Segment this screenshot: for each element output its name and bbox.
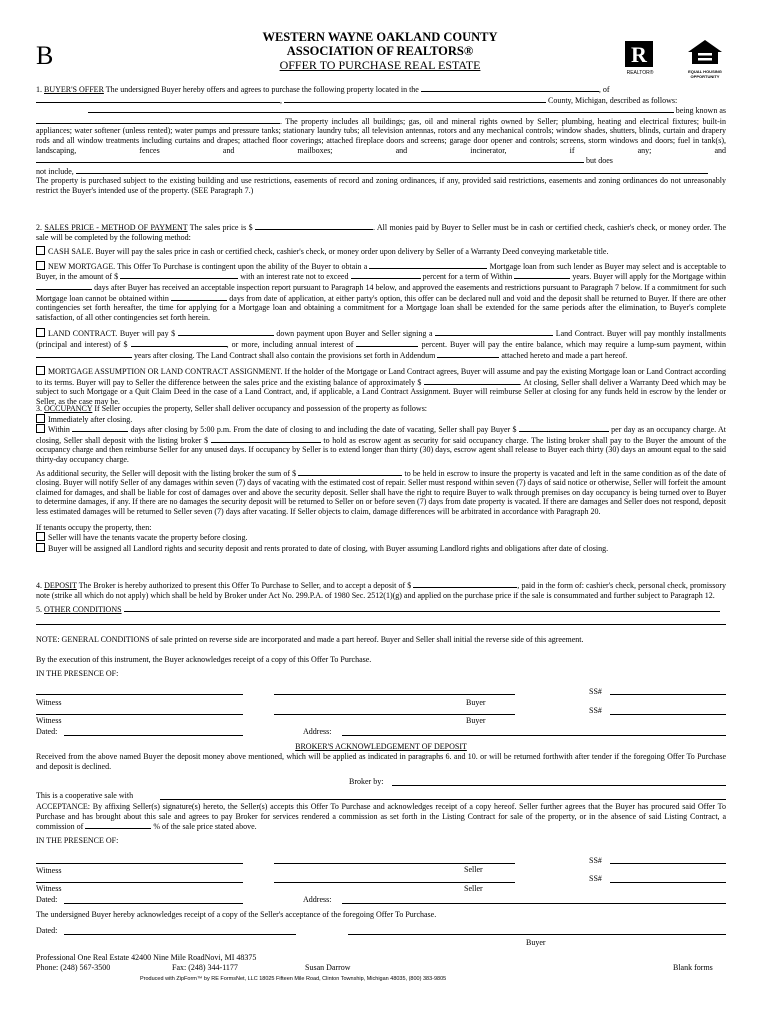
occupancy-text: Within [48, 425, 70, 435]
balance-years-field[interactable] [36, 350, 132, 358]
header-line2: ASSOCIATION OF REALTORS® [286, 44, 474, 58]
commission-field[interactable] [85, 821, 151, 829]
offer-text: but does [586, 156, 613, 166]
ss-label: SS# [589, 874, 602, 883]
section-title: SALES PRICE - METHOD OF PAYMENT [44, 223, 188, 232]
header-title: OFFER TO PURCHASE REAL ESTATE [279, 58, 481, 72]
county-field[interactable] [284, 95, 546, 103]
description-field[interactable] [88, 105, 674, 113]
buyer-address-line[interactable] [342, 735, 726, 736]
term-field[interactable] [514, 271, 570, 279]
down-payment-field[interactable] [178, 328, 274, 336]
interest-rate-field[interactable] [351, 271, 421, 279]
mortgage-text: NEW MORTGAGE. This Offer To Purchase is contingent upon the ability of the Buyer to obtain a [48, 261, 368, 271]
assumption-checkbox[interactable] [36, 366, 45, 375]
within-days-checkbox[interactable] [36, 424, 45, 433]
broker-ack-text: Received from the above named Buyer the deposit money above mentioned, which will be applied as indicated in paragraphs 6. and 10. or will be returned forthwith after tender if the foregoing Offer To Purchase and deposit is declined. [36, 752, 726, 771]
excludes-field[interactable] [76, 166, 708, 174]
land-contract-text: attached hereto and made a part hereof. [501, 350, 628, 360]
daily-charge-field[interactable] [519, 424, 609, 432]
mortgage-text: with an interest rate not to exceed [240, 272, 349, 282]
occupancy-days-field[interactable] [72, 424, 128, 432]
section-title: BUYER'S OFFER [44, 85, 104, 94]
deposit-text: , paid in the form of: cashier's check, personal check, promissory note (strike all which do not apply) which shall be held by Broker under Act No. 299.P.A. of 1980 Sec. 2512(1)(g) and applied on the purchase price if the sale is consummated and further subject to Paragraph 12. [36, 581, 727, 600]
assumption-text: MORTGAGE ASSUMPTION OR LAND CONTRACT ASSIGNMENT. If the holder of the Mortgage or Land Contract agrees, Buyer will assume and pay the existing Mortgage loan or Land Contract according to its terms. Buyer will pay to Seller the difference between the sales price and the existing balance of approximately $ [36, 367, 726, 387]
form-header [230, 30, 530, 72]
acceptance-body: ACCEPTANCE: By affixing Seller(s) signature(s) hereto, the Seller(s) accepts this Offer To Purchase and acknowledges receipt of a copy hereof. Seller further agrees that the Buyer has procured said Offer To Purchase and has brought about this sale and agrees to pay Broker for services rendered a commission as set forth in the Listing Contract for sale of the property, or in the absence of said Listing Contract, a commission of [36, 802, 726, 832]
broker-ack-title-text: BROKER'S ACKNOWLEDGEMENT OF DEPOSIT [295, 742, 467, 751]
buyer-ack-seller-text: The undersigned Buyer hereby acknowledges receipt of a copy of the Seller's acceptance of the foregoing Offer To Purchase. [36, 910, 437, 919]
cash-sale-checkbox[interactable] [36, 246, 45, 255]
security-text: As additional security, the Seller will deposit with the listing broker the sum of $ [36, 468, 297, 478]
witness-line-2[interactable] [36, 714, 243, 715]
section-deposit [36, 580, 726, 625]
buyer-label: Buyer [466, 698, 486, 707]
offer-text: . The property includes all buildings; gas, oil and mineral rights owned by Seller; plumbing, heating and electrical fixtures; built-in appliances; water softener (unless rented); water pumps and pressure tanks; stationary laundry tubs; all television antennas, rotors and any mechanical controls; window shades, shutters, blinds, curtain and drapery rods and all window treatments including curtains and drapes; attached floor coverings; attached fireplace doors and screens; garage door opener and controls; screens, storm windows and doors; fuel in tank(s), landscaping, fences and mailboxes; and incinerator, if any; and [36, 116, 726, 155]
section-title: OCCUPANCY [44, 404, 93, 413]
equal-housing-logo-icon [682, 38, 728, 78]
occupancy-text: to hold as escrow agent as security for said occupancy charge. The listing broker shall pay to the Buyer the amount of the occupancy charge and then reimburse Seller for any unused days. If occupancy by Seller is to extend longer than thirty (30) days, escrow agent shall release to Buyer each thirty (30) days an amount equal to the said thirty-day occupancy charge. [36, 435, 727, 464]
section-buyers-offer [36, 84, 726, 196]
offer-text: , of [598, 85, 610, 94]
footer-phone: Phone: (248) 567-3500 [36, 963, 111, 972]
tenants-text: Seller will have the tenants vacate the property before closing. [48, 533, 248, 543]
mortgage-text: days from date of application, at either party's option, this offer can be declared null and void and the deposit shall be returned to Buyer. If there are other contingencies set forth hereafter, the time for applying for a Mortgage loan and obtaining a commitment for a Mortgage loan shall be extended for the same periods after the elimination, to Buyer's complete satisfaction, of all other contingencies set forth herein. [36, 293, 726, 322]
form-letter: B [36, 41, 54, 70]
commitment-days-field[interactable] [171, 293, 227, 301]
section-title: OTHER CONDITIONS [44, 605, 122, 615]
other-conditions-field[interactable] [124, 604, 720, 612]
land-contract-text: LAND CONTRACT. Buyer will pay $ [48, 329, 176, 339]
occupancy-text: per day as an occupancy charge. At closing, Seller shall deposit with the listing broker $ [36, 425, 727, 445]
land-contract-text: down payment upon Buyer and Seller signing a [276, 329, 433, 339]
witness-label: Witness [36, 716, 62, 725]
contract-type-field[interactable] [435, 328, 553, 336]
seller-ss-line-2[interactable] [610, 882, 726, 883]
apply-days-field[interactable] [36, 282, 92, 290]
acceptance-body: % of the sale price stated above. [153, 822, 257, 832]
svg-text:R: R [631, 42, 647, 67]
footer-agent: Susan Darrow [305, 963, 351, 972]
section-number: 4. [36, 581, 42, 590]
land-contract-text: percent. Buyer will pay the entire balance, which may require a lump-sum payment, within [421, 339, 727, 349]
section-number: 3. [36, 404, 42, 413]
buyer-label: Buyer [526, 938, 546, 947]
witness-line-1[interactable] [36, 694, 243, 695]
section-number: 2. [36, 223, 42, 232]
landlord-rights-checkbox[interactable] [36, 543, 45, 552]
dated-label: Dated: [36, 926, 58, 935]
land-contract-checkbox[interactable] [36, 328, 45, 337]
final-buyer-signature-line[interactable] [348, 934, 726, 935]
acceptance-text [36, 802, 726, 832]
seller-label: Seller [464, 884, 483, 893]
deposit-amount-field[interactable] [413, 580, 517, 588]
eho-caption: EQUAL HOUSING OPPORTUNITY [688, 68, 722, 79]
immediate-checkbox[interactable] [36, 414, 45, 423]
seller-label: Seller [464, 865, 483, 874]
seller-dated-line[interactable] [64, 903, 243, 904]
buyer-signature-line-1[interactable] [274, 694, 515, 695]
escrow-amount-field[interactable] [211, 435, 321, 443]
seller-ss-line-1[interactable] [610, 863, 726, 864]
offer-text: , [280, 95, 282, 105]
presence-label: IN THE PRESENCE OF: [36, 669, 119, 678]
assumption-text: . At closing, Seller shall deliver a Warranty Deed which may be subject to such Mortgage or a Quit Claim Deed in the case of a Land Contract, and, if applicable, a Land Contract Assignment. Buyer will reimburse Seller at closing for any funds held in escrow by the lender or Seller, as the case may be. [36, 377, 727, 406]
price-text: The sales price is $ [189, 223, 253, 232]
installment-field[interactable] [131, 339, 227, 347]
dated-label: Dated: [36, 895, 58, 904]
footer-blank-forms: Blank forms [673, 963, 713, 972]
buyer-ack-copy: By the execution of this instrument, the Buyer acknowledges receipt of a copy of this Offer To Purchase. [36, 655, 372, 664]
final-dated-line[interactable] [64, 934, 296, 935]
coop-label: This is a cooperative sale with [36, 791, 134, 800]
cash-sale-text: CASH SALE. Buyer will pay the sales price in cash or certified check, cashier's check, or money order upon delivery by Seller of a Warranty Deed conveying marketable title. [48, 247, 609, 257]
tenants-text: If tenants occupy the property, then: [36, 522, 152, 532]
land-contract-text: Land Contract. Buyer will pay monthly installments (principal and interest) of $ [36, 329, 726, 349]
known-as-field[interactable] [36, 116, 280, 124]
address-label: Address: [303, 727, 332, 736]
footer-fax: Fax: (248) 344-1177 [172, 963, 238, 972]
broker-signature-line[interactable] [392, 785, 726, 786]
security-text: to be held in escrow to insure the property is vacated and left in the same condition as of the date of closing. Buyer will notify Seller of any damages within seven (7) days of vacating with the estimated cost of repair. Seller must respond within seven (7) days of said notice or otherwise, Seller will forfeit the amount claimed for damages, and shall be liable for cost of damages over and above the security deposit. Seller shall have the right to require Buyer to walk through premises on day occupancy is being turned over to Buyer to determine damages, if any. If there are no damages the security deposit will be returned to Seller on or before seven (7) days from date property is vacated. If there are damages and Seller does not respond, deposit less estimated damages will be returned to Seller seven (7) days after vacating. If Seller objects to claim, damage differences will be arbitrated in accordance with Paragraph 20. [36, 468, 727, 516]
buyer-ss-line-2[interactable] [610, 714, 726, 715]
tenants-vacate-checkbox[interactable] [36, 532, 45, 541]
offer-text: The undersigned Buyer hereby offers and agrees to purchase the following property located in the [105, 85, 419, 94]
mortgage-text: Mortgage loan from such lender as Buyer may select and is acceptable to Buyer, in the amount of $ [36, 261, 727, 282]
section-sales-price [36, 222, 726, 407]
ss-label: SS# [589, 856, 602, 865]
price-text: . All monies paid by Buyer to Seller must be in cash or certified check, cashier's check, or money order. The sale will be completed by the following method: [36, 223, 727, 242]
addendum-field[interactable] [437, 350, 499, 358]
svg-text:REALTOR®: REALTOR® [626, 70, 654, 76]
footer-produced: Produced with ZipForm™ by RE FormsNet, LLC 18025 Fifteen Mile Road, Clinton Township, Michigan 48035, (800) 383-9805 [140, 976, 447, 982]
buyer-signature-line-2[interactable] [274, 714, 515, 715]
city-field[interactable] [36, 95, 280, 103]
coop-line[interactable] [160, 799, 726, 800]
deposit-text: The Broker is hereby authorized to present this Offer To Purchase to Seller, and to accept a deposit of $ [78, 581, 412, 590]
mortgage-amount-field[interactable] [120, 271, 238, 279]
offer-text: being known as [675, 106, 726, 116]
buyer-label: Buyer [466, 716, 486, 725]
land-contract-text: , or more, including annual interest of [226, 339, 354, 349]
seller-signature-line-2[interactable] [274, 882, 515, 883]
other-conditions-line[interactable] [36, 615, 726, 625]
includes-field[interactable] [36, 155, 584, 163]
offer-text: The property is purchased subject to the existing building and use restrictions, easements of record and zoning ordinances, if any, provided said restrictions, easements and zoning ordinances do not unreasonably restrict the Buyer's intended use of the property. (SEE Paragraph 7.) [36, 176, 726, 195]
buyer-dated-line[interactable] [64, 735, 243, 736]
footer-company: Professional One Real Estate 42400 Nine Mile RoadNovi, MI 48375 [36, 953, 257, 962]
section-number: 5. [36, 605, 42, 615]
address-label: Address: [303, 895, 332, 904]
broker-by-label: Broker by: [349, 777, 384, 786]
realtor-logo-icon [624, 40, 656, 76]
witness-label: Witness [36, 698, 62, 707]
ss-label: SS# [589, 706, 602, 715]
occupancy-text: days after closing by 5:00 p.m. From the date of closing to and including the date of vacating, Seller shall pay Buyer $ [130, 425, 517, 435]
mortgage-text: percent for a term of [422, 272, 489, 282]
broker-ack-title [36, 742, 726, 752]
seller-witness-line-1[interactable] [36, 863, 243, 864]
section-occupancy [36, 404, 726, 553]
mortgage-type-field[interactable] [369, 261, 487, 269]
annual-interest-field[interactable] [356, 339, 418, 347]
new-mortgage-checkbox[interactable] [36, 261, 45, 270]
seller-witness-line-2[interactable] [36, 882, 243, 883]
seller-address-line[interactable] [342, 903, 726, 904]
mortgage-text: days after Buyer has received an acceptable inspection report pursuant to Paragraph 14 below, and approved the easements and restrictions pursuant to Paragraph 7 below. If a commitment for such Mortgage loan cannot be obtained within [36, 282, 726, 303]
buyer-ss-line-1[interactable] [610, 694, 726, 695]
security-deposit-field[interactable] [298, 468, 402, 476]
mortgage-text: Within [490, 272, 513, 282]
occupancy-text: If Seller occupies the property, Seller shall deliver occupancy and possession of the property as follows: [94, 404, 428, 413]
mortgage-text: years. Buyer will apply for the Mortgage within [572, 272, 727, 282]
witness-label: Witness [36, 866, 62, 875]
land-contract-text: years after closing. The Land Contract shall also contain the provisions set forth in Addendum [134, 350, 436, 360]
offer-text: County, Michigan, described as follows: [548, 95, 678, 105]
township-field[interactable] [421, 84, 599, 92]
witness-label: Witness [36, 884, 62, 893]
difference-amount-field[interactable] [424, 377, 520, 385]
section-title: DEPOSIT [44, 581, 77, 590]
occupancy-text: Immediately after closing. [48, 414, 133, 424]
section-number: 1. [36, 85, 42, 94]
sales-price-field[interactable] [255, 222, 373, 230]
ss-label: SS# [589, 687, 602, 696]
header-line1: WESTERN WAYNE OAKLAND COUNTY [262, 30, 498, 44]
presence-label: IN THE PRESENCE OF: [36, 836, 119, 845]
general-note: NOTE: GENERAL CONDITIONS of sale printed on reverse side are incorporated and made a part hereof. Buyer and Seller shall initial the reverse side of this agreement. [36, 635, 584, 644]
seller-signature-line-1[interactable] [274, 863, 515, 864]
offer-text: not include, [36, 166, 74, 176]
tenants-text: Buyer will be assigned all Landlord rights and security deposit and rents prorated to date of closing, with Buyer assuming Landlord rights and obligations after date of closing. [48, 543, 609, 553]
dated-label: Dated: [36, 727, 58, 736]
